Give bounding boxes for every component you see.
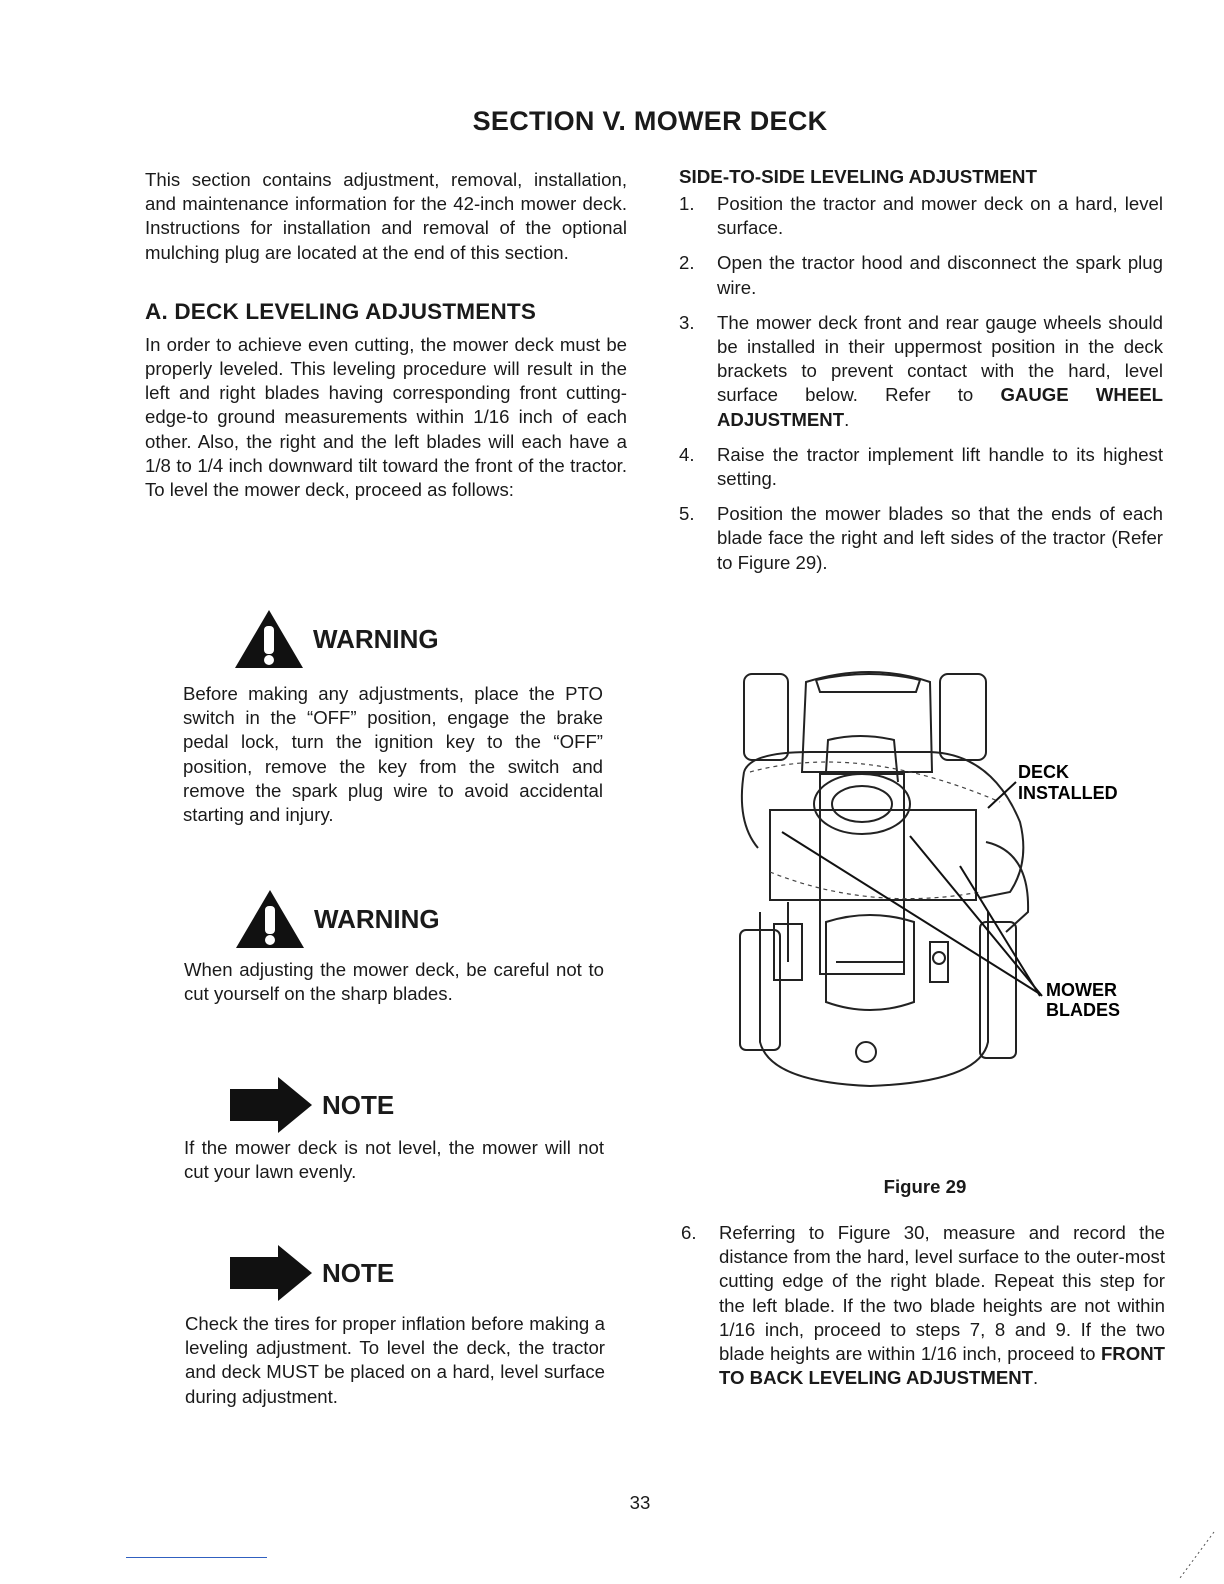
warning-text-2: When adjusting the mower deck, be careful not to cut yourself on the sharp blades. bbox=[184, 959, 604, 1005]
figure-caption: Figure 29 bbox=[883, 1176, 967, 1197]
warning-callout-2 bbox=[184, 888, 604, 1006]
warning-triangle-icon bbox=[234, 888, 306, 950]
mower-blades-label-line1: MOWER bbox=[1046, 980, 1117, 1000]
mower-blades-label-line2: BLADES bbox=[1046, 1000, 1121, 1020]
tractor-deck-illustration bbox=[730, 662, 1130, 1102]
figure-29-diagram bbox=[730, 662, 1130, 1102]
step-6 bbox=[681, 1221, 1165, 1401]
step-item: 4. Raise the tractor implement lift handle to its highest setting. bbox=[679, 443, 1163, 490]
note-callout-1 bbox=[184, 1074, 604, 1184]
warning-label-2: WARNING bbox=[314, 903, 440, 934]
intro-paragraph: This section contains adjustment, removal, installation, and maintenance information for the 42-inch mower deck. Instructions for installation and removal of the optional mulching plug are located at the end of this section. bbox=[145, 169, 627, 263]
note-label-2: NOTE bbox=[322, 1257, 395, 1288]
step-item: 6. Referring to Figure 30, measure and record the distance from the hard, level surface to the outer-most cutting edge of the right blade. Repeat this step for the left blade. If the two blade heights are not within 1/16 inch, proceed to steps 7, 8 and 9. If the two blade heights are within 1/16 inch, proceed to FRONT TO BACK LEVELING ADJUSTMENT. bbox=[681, 1222, 1165, 1389]
page-title: SECTION V. MOWER DECK bbox=[472, 106, 828, 136]
section-a-heading: A. DECK LEVELING ADJUSTMENTS bbox=[145, 298, 537, 324]
cross-reference: GAUGE WHEEL ADJUSTMENT bbox=[717, 384, 1163, 430]
cross-reference: FRONT TO BACK LEVELING ADJUSTMENT bbox=[719, 1343, 1165, 1389]
right-column bbox=[679, 166, 1163, 586]
step-item: 2. Open the tractor hood and disconnect the spark plug wire. bbox=[679, 252, 1163, 298]
deck-installed-label-line2: INSTALLED bbox=[1018, 783, 1118, 803]
arrow-right-icon bbox=[228, 1243, 314, 1303]
warning-label-1: WARNING bbox=[313, 623, 439, 654]
left-column bbox=[145, 168, 627, 502]
side-to-side-steps bbox=[679, 192, 1163, 575]
warning-triangle-icon bbox=[233, 608, 305, 670]
note-text-2: Check the tires for proper inflation before making a leveling adjustment. To level the deck, the tractor and deck MUST be placed on a hard, level surface during adjustment. bbox=[185, 1313, 605, 1407]
scan-mark bbox=[1176, 1530, 1216, 1580]
bottom-rule bbox=[126, 1557, 267, 1558]
arrow-right-icon bbox=[228, 1075, 314, 1135]
step-item: 1. Position the tractor and mower deck on a hard, level surface. bbox=[679, 193, 1163, 239]
warning-callout-1 bbox=[183, 608, 603, 827]
step-item: 3. The mower deck front and rear gauge wheels should be installed in their uppermost position in the deck brackets to prevent contact with the hard, level surface below. Refer to GAUGE WHEEL ADJUSTMENT. bbox=[679, 311, 1163, 430]
section-a-body: In order to achieve even cutting, the mower deck must be properly leveled. This leveling procedure will result in the left and right blades having corresponding front cutting-edge-to ground measurements within 1/16 inch of each other. Also, the right and the left blades will each have a 1/8 to 1/4 inch downward tilt toward the front of the tractor. To level the mower deck, proceed as follows: bbox=[145, 333, 627, 501]
warning-text-1: Before making any adjustments, place the PTO switch in the “OFF” position, engage the brake pedal lock, turn the ignition key to the “OFF” position, remove the key from the switch and remove the spark plug wire to avoid accidental starting and injury. bbox=[183, 683, 603, 826]
page-number: 33 bbox=[629, 1492, 651, 1513]
note-callout-2 bbox=[185, 1242, 605, 1409]
note-text-1: If the mower deck is not level, the mower will not cut your lawn evenly. bbox=[184, 1137, 604, 1183]
deck-installed-label-line1: DECK bbox=[1018, 762, 1070, 782]
note-label-1: NOTE bbox=[322, 1089, 395, 1120]
step-item: 5. Position the mower blades so that the ends of each blade face the right and left sides of the tractor (Refer to Figure 29). bbox=[679, 503, 1163, 573]
side-to-side-heading: SIDE-TO-SIDE LEVELING ADJUSTMENT bbox=[679, 166, 1037, 187]
